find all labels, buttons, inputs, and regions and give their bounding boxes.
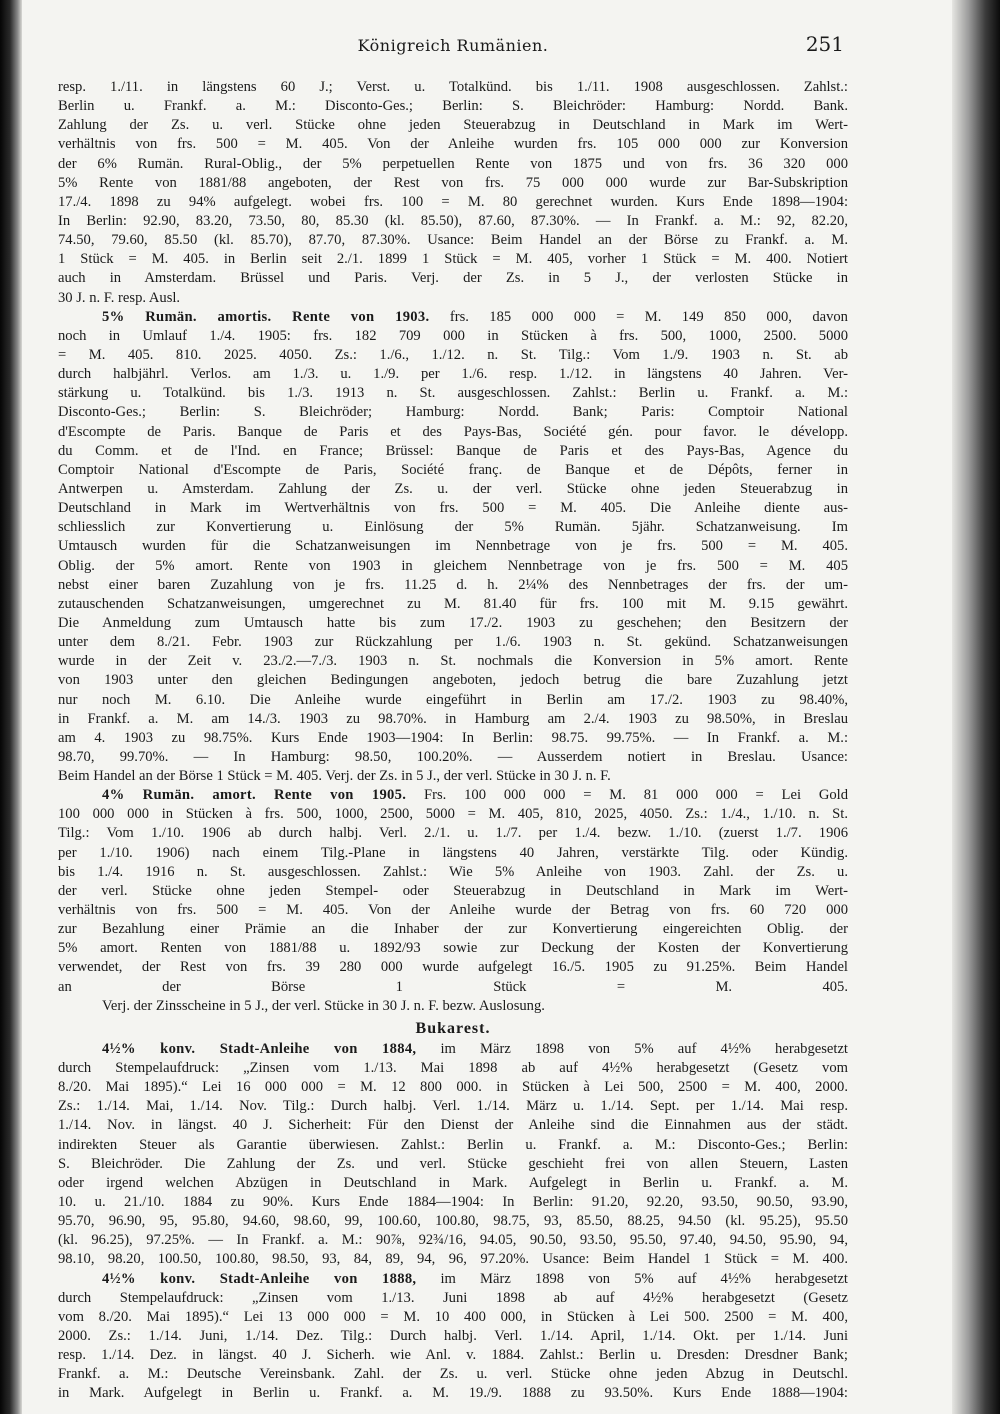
- entry-title-continuation: im März 1898 von 5% auf 4½% herabgesetzt: [440, 1270, 848, 1287]
- text-line: verhältnis von frs. 500 = M. 405. Von der Anleihe wurde der Betrag von frs. 60 720 000: [58, 902, 848, 919]
- text-line: an der Börse 1 Stück = M. 405.: [58, 978, 848, 995]
- text-line: 17./4. 1898 zu 94% aufgelegt. wobei frs. 100 = M. 80 gerechnet wurden. Kurs Ende 1898—1904:: [58, 193, 848, 210]
- text-line: resp. 1./14. Dez. in längst. 40 J. Sicherh. wie Anl. v. 1884. Zahlst.: Berlin u. Dresden: Dresdner Bank;: [58, 1347, 848, 1364]
- text-line: nur noch M. 6.10. Die Anleihe wurde eingeführt in Berlin am 17./2. 1903 zu 98.40%,: [58, 691, 848, 708]
- entry-heading-line: [58, 1270, 848, 1289]
- text-line: wurde in der Zeit v. 23./2.—7./3. 1903 n. St. nochmals die Konversion in 5% amort. Rente: [58, 653, 848, 670]
- text-line: durch Stempelaufdruck: „Zinsen vom 1./13. Juni 1898 ab auf 4½% herabgesetzt (Gesetz: [58, 1289, 848, 1306]
- text-line: Zahlung der Zs. u. verl. Stücke ohne jeden Steuerabzug in Deutschland in Mark im Wert-: [58, 117, 848, 134]
- entry-title: 4½% konv. Stadt-Anleihe von 1884,: [102, 1040, 417, 1057]
- text-line: 1./14. Nov. in längst. 40 J. Sicherheit: Für den Dienst der Anleihe sind die Einnahmen aus der städt.: [58, 1117, 848, 1134]
- text-line: Berlin u. Frankf. a. M.: Disconto-Ges.; Berlin: S. Bleichröder: Hamburg: Nordd. Bank.: [58, 98, 848, 115]
- text-line: = M. 405. 810. 2025. 4050. Zs.: 1./6., 1./12. n. St. Tilg.: Vom 1./9. 1903 n. St. ab: [58, 346, 848, 363]
- text-line: d'Escompte de Paris. Banque de Paris et des Pays-Bas, Société gén. pour favor. le développ.: [58, 423, 848, 440]
- text-line: von 1903 unter den gleichen Bedingungen angeboten, jedoch betrug die bare Zuzahlung jetzt: [58, 672, 848, 689]
- entry-heading-line: [58, 1040, 848, 1059]
- text-line: 98.10, 98.20, 100.50, 100.80, 98.50, 93, 84, 89, 94, 96, 97.20%. Usance: Beim Handel 1 Stück = M. 400.: [58, 1251, 848, 1268]
- entry-title-continuation: im März 1898 von 5% auf 4½% herabgesetzt: [440, 1040, 848, 1057]
- text-line: du Comm. et de l'Ind. en France; Brüssel: Banque de Paris et des Pays-Bas, Agence du: [58, 442, 848, 459]
- text-line: 74.50, 79.60, 85.50 (kl. 85.70), 87.70, 87.30%. Usance: Beim Handel an der Börse zu Frankf. a. M.: [58, 232, 848, 249]
- entry-title-continuation: frs. 185 000 000 = M. 149 850 000, davon: [449, 308, 848, 325]
- scan-edge-right: [952, 0, 1000, 1414]
- text-line: Zs.: 1./14. Mai, 1./14. Nov. Tilg.: Durch halbj. Verl. 1./14. März u. 1./14. Sept. per 1./14. Mai resp.: [58, 1098, 848, 1115]
- entry-rente-1898-continued: [58, 78, 848, 308]
- entry-title: 5% Rumän. amortis. Rente von 1903.: [102, 308, 430, 325]
- text-line: In Berlin: 92.90, 83.20, 73.50, 80, 85.30 (kl. 85.50), 87.60, 87.30%. — In Frankf. a. M.: 92, 82.20,: [58, 212, 848, 229]
- entry-stadt-anleihe-1884: [58, 1059, 848, 1270]
- scan-edge-left: [0, 0, 22, 1414]
- section-title: Bukarest.: [415, 1019, 491, 1037]
- text-line: Deutschland in Mark im Wertverhältnis von frs. 500 = M. 405. Die Anleihe diente aus-: [58, 500, 848, 517]
- text-line: der verl. Stücke ohne jeden Stempel- oder Steuerabzug in Deutschland in Mark im Wert-: [58, 882, 848, 899]
- text-line: zutauschenden Schatzanweisungen, umgerechnet zu M. 81.40 für frs. 100 mit M. 9.15 gewährt.: [58, 595, 848, 612]
- text-line: 10. u. 21./10. 1884 zu 90%. Kurs Ende 1884—1904: In Berlin: 91.20, 92.20, 93.50, 90.50, 93.90,: [58, 1194, 848, 1211]
- text-line: 30 J. n. F. resp. Ausl.: [58, 289, 181, 306]
- text-line: (kl. 96.25), 97.25%. — In Frankf. a. M.: 90⅞, 92¾/16, 94.05, 90.50, 93.50, 95.50, 97.40, 94.50, 95.90, 94,: [58, 1232, 848, 1249]
- text-line: am 4. 1903 zu 98.75%. Kurs Ende 1903—1904: In Berlin: 98.75. 99.75%. — In Frankf. a. M.:: [58, 729, 848, 746]
- text-line: zur Bezahlung einer Prämie an die Inhaber der zur Konvertierung eingereichten Oblig. der: [58, 921, 848, 938]
- text-line: 95.70, 96.90, 95, 95.80, 94.60, 98.60, 99, 100.60, 100.80, 98.75, 93, 85.50, 88.25, 94.50 (kl. 95.25), 95.50: [58, 1213, 848, 1230]
- entry-title: 4½% konv. Stadt-Anleihe von 1888,: [102, 1270, 417, 1287]
- text-line: 2000. Zs.: 1./14. Juni, 1./14. Dez. Tilg.: Durch halbj. Verl. 1./14. April, 1./14. Okt. per 1./14. Juni: [58, 1328, 848, 1344]
- text-line: noch in Umlauf 1./4. 1905: frs. 182 709 000 in Stücken à frs. 500, 1000, 2500. 5000: [58, 327, 848, 344]
- text-line: Disconto-Ges.; Berlin: S. Bleichröder; Hamburg: Nordd. Bank; Paris: Comptoir National: [58, 404, 848, 421]
- text-line: durch halbjährl. Verlos. am 1./3. u. 1./9. per 1./6. resp. 1./12. in längstens 40 Jahren. Ver-: [58, 366, 848, 383]
- text-line: verwendet, der Rest von frs. 39 280 000 wurde aufgelegt 16./5. 1905 zu 91.25%. Beim Handel: [58, 959, 848, 976]
- text-line: Die Anmeldung zum Umtausch hatte bis zum 17./2. 1903 zu geschehen; den Besitzern der: [58, 614, 848, 631]
- text-line: unter dem 8./21. Febr. 1903 zur Rückzahlung per 1./6. 1903 n. St. gekünd. Schatzanweisungen: [58, 634, 848, 651]
- running-title: Königreich Rumänien.: [357, 36, 549, 55]
- text-line: 98.70, 99.70%. — In Hamburg: 98.50, 100.20%. — Ausserdem notiert in Breslau. Usance:: [58, 748, 848, 765]
- text-line: 5% amort. Renten von 1881/88 u. 1892/93 sowie zur Deckung der Kosten der Konvertierung: [58, 940, 848, 957]
- entry-stadt-anleihe-1888: [58, 1289, 848, 1404]
- entry-rente-1905: [58, 805, 848, 1016]
- text-line: per 1./10. 1906) nach einem Tilg.-Plane in längstens 40 Jahren, verstärkte Tilg. oder Kündig.: [58, 844, 848, 861]
- page-number: 251: [805, 32, 844, 56]
- text-line: Verj. der Zinsscheine in 5 J., der verl. Stücke in 30 J. n. F. bezw. Auslosung.: [102, 997, 545, 1014]
- text-line: durch Stempelaufdruck: „Zinsen vom 1./13. Mai 1898 ab auf 4½% herabgesetzt (Gesetz vom: [58, 1060, 848, 1077]
- entry-title-continuation: Frs. 100 000 000 = M. 81 000 000 = Lei Gold: [424, 787, 848, 804]
- text-line: der 6% Rumän. Rural-Oblig., der 5% perpetuellen Rente von 1875 und von frs. 36 320 000: [58, 155, 848, 172]
- text-line: Umtausch wurden für die Schatzanweisungen im Nennbetrage von je frs. 500 = M. 405.: [58, 538, 848, 555]
- text-line: Frankf. a. M.: Deutsche Vereinsbank. Zahl. der Zs. u. verl. Stücke ohne jeden Abzug in Deutschl.: [58, 1366, 848, 1383]
- text-line: nebst einer baren Zuzahlung von je frs. 11.25 d. h. 2¼% des Nennbetrages der frs. der um-: [58, 576, 848, 593]
- text-line: Comptoir National d'Escompte de Paris, Société franç. de Banque et de Dépôts, ferner in: [58, 461, 848, 478]
- body-text: [58, 78, 848, 1404]
- text-line: schliesslich zur Konvertierung u. Einlösung der 5% Rumän. 5jähr. Schatzanweisung. Im: [58, 519, 848, 536]
- entry-heading-line: [58, 308, 848, 327]
- text-line: 1 Stück = M. 405. in Berlin seit 2./1. 1899 1 Stück = M. 405, vorher 1 Stück = M. 400. Notiert: [58, 251, 848, 268]
- text-line: verhältnis von frs. 500 = M. 405. Von der Anleihe wurden frs. 105 000 000 zur Konversion: [58, 136, 848, 153]
- text-line: Beim Handel an der Börse 1 Stück = M. 405. Verj. der Zs. in 5 J., der verl. Stücke in 30 J. n. F.: [58, 768, 611, 785]
- entry-title: 4% Rumän. amort. Rente von 1905.: [102, 787, 407, 804]
- text-line: oder irgend welchen Abzügen in Deutschland in Mark. Aufgelegt in Berlin u. Frankf. a. M.: [58, 1174, 848, 1191]
- text-line: bis 1./4. 1916 n. St. ausgeschlossen. Zahlst.: Wie 5% Anleihe von 1903. Zahl. der Zs. u.: [58, 863, 848, 880]
- text-line: auch in Amsterdam. Brüssel und Paris. Verj. der Zs. in 5 J., der verlosten Stücke in: [58, 270, 848, 287]
- text-line: resp. 1./11. in längstens 60 J.; Verst. u. Totalkünd. bis 1./11. 1908 ausgeschlossen. Zahlst.:: [58, 79, 848, 95]
- text-line: in Mark. Aufgelegt in Berlin u. Frankf. a. M. 19./9. 1888 zu 93.50%. Kurs Ende 1888—1904:: [58, 1385, 848, 1402]
- text-line: indirekten Steuer als Garantie überwiesen. Zahlst.: Berlin u. Frankf. a. M.: Disconto-Ges.; Berlin:: [58, 1136, 848, 1153]
- entry-heading-line: [58, 786, 848, 805]
- text-line: 100 000 000 in Stücken à frs. 500, 1000, 2500, 5000 = M. 405, 810, 2025, 4050. Zs.: 1./4., 1./10. n. St.: [58, 806, 848, 823]
- text-line: 5% Rente von 1881/88 angeboten, der Rest von frs. 75 000 000 wurde zur Bar-Subskription: [58, 174, 848, 191]
- text-line: S. Bleichröder. Die Zahlung der Zs. und verl. Stücke geschieht frei von allen Steuern, Lasten: [58, 1155, 848, 1172]
- text-line: 8./20. Mai 1895).“ Lei 16 000 000 = M. 12 800 000. in Stücken à Lei 500, 2500 = M. 400, 2000.: [58, 1079, 848, 1096]
- text-line: vom 8./20. Mai 1895).“ Lei 13 000 000 = M. 10 400 000, in Stücken à Lei 500. 2500 = M. 400,: [58, 1308, 848, 1325]
- text-line: in Frankf. a. M. am 14./3. 1903 zu 98.70%. in Hamburg am 2./4. 1903 zu 98.50%, in Breslau: [58, 710, 848, 727]
- text-line: Oblig. der 5% amort. Rente von 1903 in gleichem Nennbetrage von je frs. 500 = M. 405: [58, 557, 848, 574]
- document-page: [58, 30, 848, 1404]
- text-line: Antwerpen u. Amsterdam. Zahlung der Zs. u. der verl. Stücke ohne jeden Steuerabzug in: [58, 480, 848, 497]
- text-line: stärkung u. Totalkünd. bis 1./3. 1913 n. St. ausgeschlossen. Zahlst.: Berlin u. Frankf. a. M.:: [58, 385, 848, 402]
- entry-rente-1903: [58, 327, 848, 786]
- text-line: Tilg.: Vom 1./10. 1906 ab durch halbj. Verl. 2./1. u. 1./7. per 1./4. bezw. 1./10. (zuerst 1./7. 1906: [58, 825, 848, 842]
- page-header: [58, 30, 848, 66]
